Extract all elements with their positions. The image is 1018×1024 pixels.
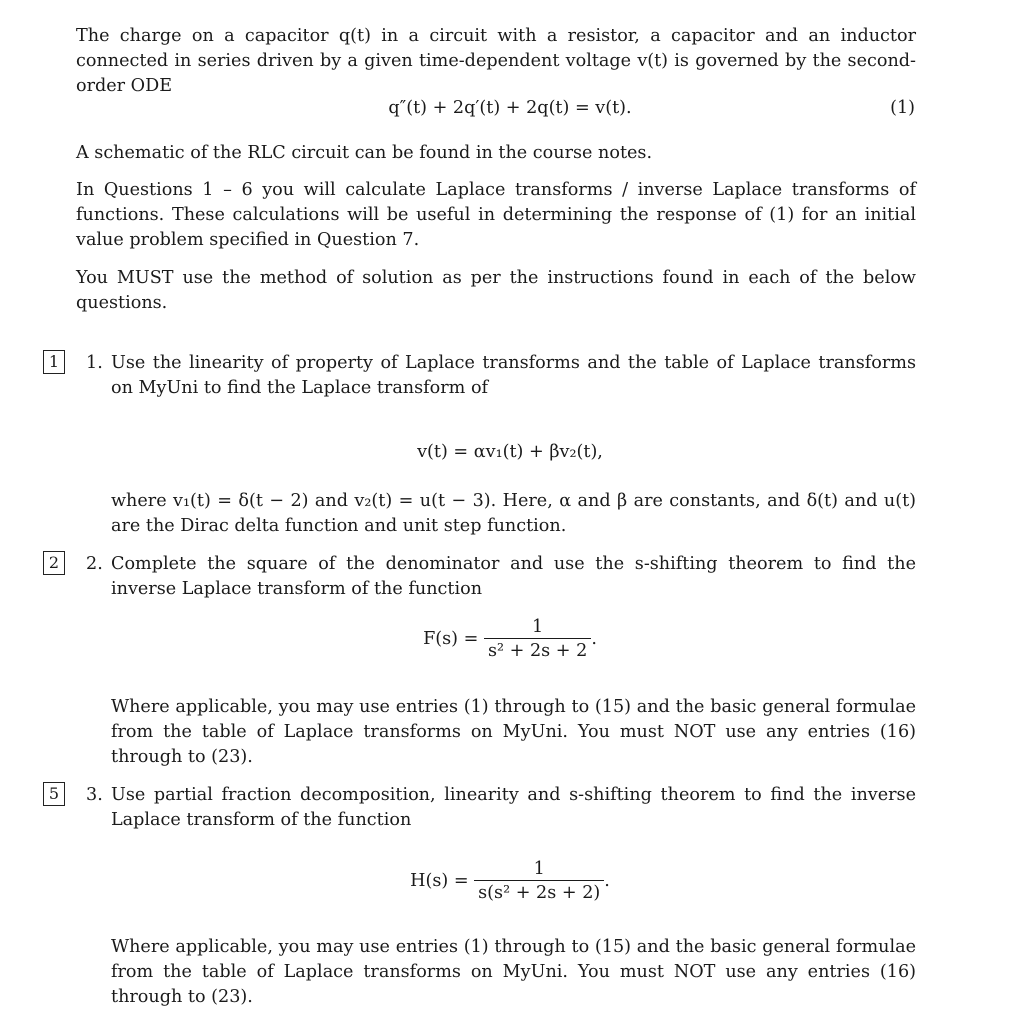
- question-3-equation: [310, 858, 710, 905]
- method-instruction: You MUST use the method of solution as per the instructions found in each of the below questions.: [76, 268, 916, 313]
- question-3-denominator: s(s² + 2s + 2): [474, 880, 604, 905]
- question-2-equation: [310, 616, 710, 663]
- question-1-equation: v(t) = αv₁(t) + βv₂(t),: [417, 442, 603, 462]
- ode-equation-number: (1): [890, 98, 915, 118]
- question-2-equation-end: .: [591, 629, 597, 649]
- question-3-numerator: 1: [533, 859, 545, 879]
- question-3-instructions: Where applicable, you may use entries (1) through to (15) and the basic general formulae from the table of Laplace transforms on MyUni. You must NOT use any entries (16) through to (23).: [111, 937, 916, 1007]
- ode-equation: q″(t) + 2q′(t) + 2q(t) = v(t).: [388, 98, 632, 118]
- question-2-instructions: Where applicable, you may use entries (1) through to (15) and the basic general formulae from the table of Laplace transforms on MyUni. You must NOT use any entries (16) through to (23).: [111, 697, 916, 767]
- question-2-marks-box: 2: [43, 551, 65, 575]
- question-3-text: Use partial fraction decomposition, linearity and s-shifting theorem to find the inverse Laplace transform of the function: [111, 785, 916, 830]
- question-1-text: Use the linearity of property of Laplace transforms and the table of Laplace transforms on MyUni to find the Laplace transform of: [111, 353, 916, 398]
- question-1-definitions: where v₁(t) = δ(t − 2) and v₂(t) = u(t − 3). Here, α and β are constants, and δ(t) and u(t) are the Dirac delta function and unit step function.: [111, 491, 916, 536]
- question-2-equation-lhs: F(s) =: [423, 629, 479, 649]
- question-2-fraction: [484, 616, 591, 663]
- question-3-number: 3.: [86, 785, 103, 805]
- schematic-note: A schematic of the RLC circuit can be found in the course notes.: [76, 143, 653, 163]
- question-2-numerator: 1: [532, 617, 544, 637]
- question-1-number: 1.: [86, 353, 103, 373]
- question-1-marks-box: 1: [43, 350, 65, 374]
- question-3-marks-box: 5: [43, 782, 65, 806]
- question-3-fraction: [474, 858, 604, 905]
- question-3-equation-lhs: H(s) =: [410, 871, 469, 891]
- question-3-equation-end: .: [604, 871, 610, 891]
- question-2-denominator: s² + 2s + 2: [484, 638, 591, 663]
- questions-overview: In Questions 1 – 6 you will calculate Laplace transforms / inverse Laplace transforms of functions. These calculations will be useful in determining the response of (1) for an initial value problem specified in Question 7.: [76, 180, 916, 250]
- question-2-number: 2.: [86, 554, 103, 574]
- intro-paragraph: The charge on a capacitor q(t) in a circuit with a resistor, a capacitor and an inductor connected in series driven by a given time-dependent voltage v(t) is governed by the second-order ODE: [76, 26, 916, 96]
- question-2-text: Complete the square of the denominator and use the s-shifting theorem to find the inverse Laplace transform of the function: [111, 554, 916, 599]
